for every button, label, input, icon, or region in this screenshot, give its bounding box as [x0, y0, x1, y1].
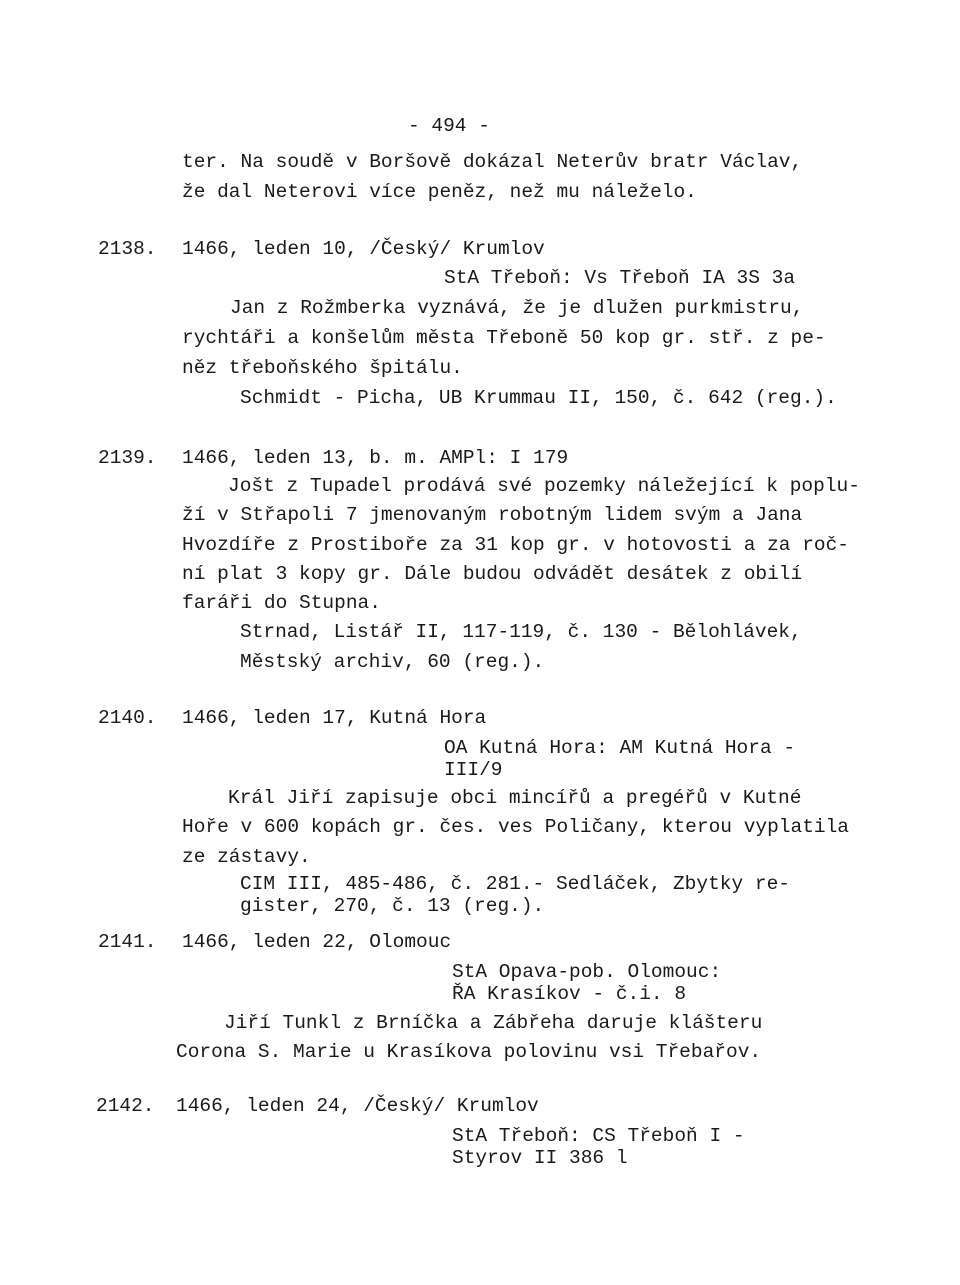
entry-text-line: Hvozdíře z Prostiboře za 31 kop gr. v hotovosti a za roč-: [182, 534, 850, 556]
entry-text-line: faráři do Stupna.: [182, 592, 381, 614]
entry-heading: 1466, leden 22, Olomouc: [182, 931, 452, 953]
entry-reference: Strnad, Listář II, 117-119, č. 130 - Bělohlávek,: [240, 621, 802, 643]
entry-number: 2138.: [98, 238, 157, 260]
entry-text-line: něz třeboňského špitálu.: [182, 357, 463, 379]
entry-archive: StA Třeboň: Vs Třeboň IA 3S 3a: [444, 267, 796, 289]
entry-text-line: ze zástavy.: [182, 846, 311, 868]
entry-text-line: Hoře v 600 kopách gr. čes. ves Poličany, kterou vyplatila: [182, 816, 850, 838]
entry-archive: III/9: [444, 759, 503, 781]
entry-text-line: rychtáři a konšelům města Třeboně 50 kop gr. stř. z pe-: [182, 327, 826, 349]
entry-archive: Styrov II 386 l: [452, 1147, 628, 1169]
entry-text-line: Král Jiří zapisuje obci mincířů a pregéřů v Kutné: [228, 787, 802, 809]
entry-archive: OA Kutná Hora: AM Kutná Hora -: [444, 737, 796, 759]
entry-number: 2142.: [96, 1095, 155, 1117]
entry-archive: ŘA Krasíkov - č.i. 8: [452, 983, 687, 1005]
entry-heading: 1466, leden 17, Kutná Hora: [182, 707, 487, 729]
entry-text-line: Corona S. Marie u Krasíkova polovinu vsi Třebařov.: [176, 1041, 762, 1063]
continuation-line: ter. Na soudě v Boršově dokázal Neterův bratr Václav,: [182, 151, 803, 173]
entry-text-line: ní plat 3 kopy gr. Dále budou odvádět desátek z obilí: [182, 563, 803, 585]
entry-reference: CIM III, 485-486, č. 281.- Sedláček, Zbytky re-: [240, 873, 790, 895]
entry-number: 2139.: [98, 447, 157, 469]
entry-heading: 1466, leden 13, b. m. AMPl: I 179: [182, 447, 569, 469]
entry-text-line: Jan z Rožmberka vyznává, že je dlužen purkmistru,: [230, 297, 804, 319]
entry-reference: gister, 270, č. 13 (reg.).: [240, 895, 545, 917]
entry-reference: Městský archiv, 60 (reg.).: [240, 651, 545, 673]
entry-text-line: Jošt z Tupadel prodává své pozemky náležející k poplu-: [228, 475, 860, 497]
page-number: - 494 -: [408, 115, 490, 137]
entry-text-line: Jiří Tunkl z Brníčka a Zábřeha daruje klášteru: [224, 1012, 763, 1034]
entry-heading: 1466, leden 10, /Český/ Krumlov: [182, 238, 545, 260]
entry-number: 2140.: [98, 707, 157, 729]
continuation-line: že dal Neterovi více peněz, než mu náleželo.: [182, 181, 697, 203]
entry-archive: StA Třeboň: CS Třeboň I -: [452, 1125, 745, 1147]
entry-reference: Schmidt - Picha, UB Krummau II, 150, č. 642 (reg.).: [240, 387, 837, 409]
entry-number: 2141.: [98, 931, 157, 953]
entry-heading: 1466, leden 24, /Český/ Krumlov: [176, 1095, 539, 1117]
entry-archive: StA Opava-pob. Olomouc:: [452, 961, 722, 983]
entry-text-line: ží v Střapoli 7 jmenovaným robotným lidem svým a Jana: [182, 504, 803, 526]
